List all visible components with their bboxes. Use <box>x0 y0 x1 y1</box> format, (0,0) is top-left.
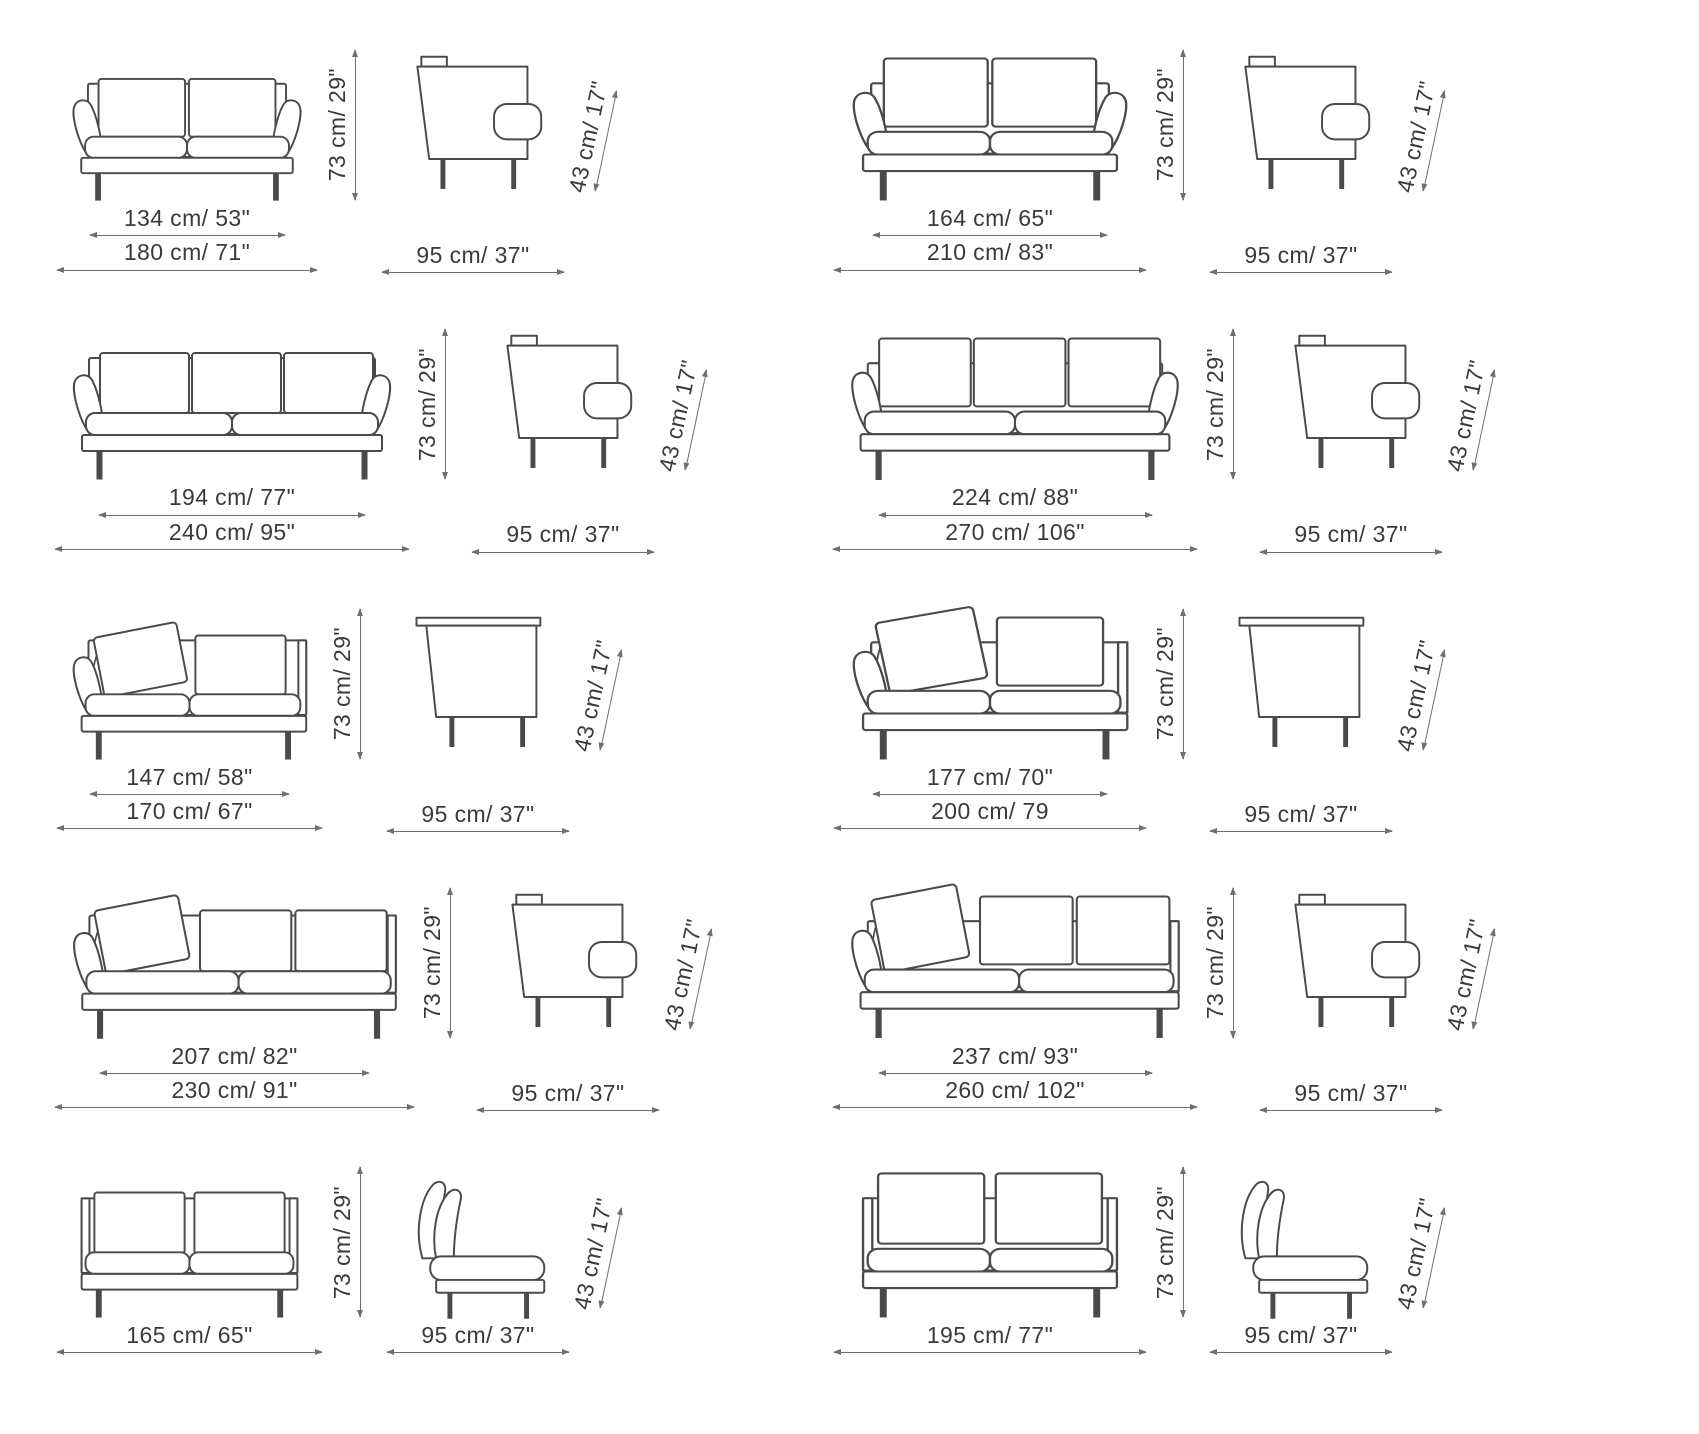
overall-width-dimension <box>55 1078 414 1108</box>
depth-dimension <box>387 1323 569 1353</box>
sofa-front-two-arms-two-cushions-tall-icon <box>840 42 1140 202</box>
depth-label: 95 cm/ 37" <box>416 242 530 268</box>
overall-height-label: 73 cm/ 29" <box>414 347 440 461</box>
seat-width-dimension <box>99 485 364 515</box>
front-elevation <box>62 593 361 830</box>
dimension-line <box>834 828 1146 829</box>
sofa-front-armless-two-cushions-icon <box>62 1167 317 1319</box>
depth-label: 95 cm/ 37" <box>1244 1322 1358 1349</box>
seat-height-label: 43 cm/ 17" <box>1391 637 1441 754</box>
sofa-side-with-armrest-icon <box>382 45 554 202</box>
overall-width-label: 260 cm/ 102" <box>945 1077 1085 1104</box>
front-elevation <box>62 1151 361 1353</box>
sofa-front-two-arms-three-cushions-tall-icon <box>840 322 1190 482</box>
seat-height-dimension <box>1391 637 1446 754</box>
depth-label: 95 cm/ 37" <box>506 521 620 548</box>
sofa-side-with-armrest-icon <box>1260 883 1432 1040</box>
sofa-front-left-arm-three-cushions-icon <box>62 883 407 1040</box>
seat-height-label: 43 cm/ 17" <box>1391 79 1441 196</box>
seat-height-dimension <box>568 637 623 754</box>
sofa-side-with-armrest-icon <box>477 883 649 1040</box>
overall-height-dimension <box>416 329 446 479</box>
dimension-line <box>1260 1110 1442 1111</box>
sofa-side-with-armrest-icon <box>1210 45 1382 202</box>
overall-width-dimension <box>55 520 409 550</box>
side-elevation <box>1210 1151 1441 1353</box>
spec-cell-loveseat-two-arms <box>62 34 722 273</box>
spec-cell-one-arm-two-seat <box>62 593 722 832</box>
dimension-line <box>833 1107 1197 1108</box>
seat-width-label: 164 cm/ 65" <box>926 205 1054 231</box>
overall-width-dimension <box>834 240 1146 270</box>
side-elevation <box>1210 593 1441 832</box>
seat-height-dimension <box>1391 1196 1446 1313</box>
dimension-line <box>873 794 1107 795</box>
overall-width-label: 170 cm/ 67" <box>126 797 253 824</box>
dimension-line <box>387 1352 569 1353</box>
seat-width-dimension <box>879 1044 1152 1074</box>
spec-cell-one-arm-three-seat-wide <box>840 872 1500 1111</box>
overall-width-dimension <box>57 799 322 829</box>
dimension-line <box>1183 1167 1184 1317</box>
dimension-line <box>387 831 569 832</box>
overall-height-label: 73 cm/ 29" <box>329 627 355 741</box>
overall-width-label: 200 cm/ 79 <box>931 797 1049 824</box>
side-elevation <box>472 313 703 552</box>
depth-label: 95 cm/ 37" <box>1244 800 1358 827</box>
seat-height-label: 43 cm/ 17" <box>1441 916 1491 1034</box>
overall-height-dimension <box>1154 50 1184 200</box>
dimension-line <box>1233 888 1234 1038</box>
overall-height-label: 73 cm/ 29" <box>1152 627 1178 741</box>
dimension-line <box>1210 272 1392 273</box>
side-elevation <box>382 34 613 273</box>
seat-width-label: 147 cm/ 58" <box>126 763 253 790</box>
dimension-line <box>1233 329 1234 479</box>
spec-cell-two-seat-sofa <box>840 34 1500 273</box>
dimension-line <box>1210 831 1392 832</box>
depth-label: 95 cm/ 37" <box>511 1079 625 1106</box>
spec-cell-one-arm-three-seat <box>62 872 722 1111</box>
overall-height-dimension <box>1154 609 1184 759</box>
seat-height-dimension <box>658 916 713 1034</box>
dimension-line <box>477 1110 659 1111</box>
depth-dimension <box>382 243 564 273</box>
seat-height-label: 43 cm/ 17" <box>568 1196 618 1313</box>
sofa-side-with-armrest-icon <box>472 324 644 481</box>
seat-height-dimension <box>1441 916 1496 1034</box>
side-elevation <box>387 593 618 832</box>
overall-height-label: 73 cm/ 29" <box>1152 68 1178 182</box>
dimension-line <box>879 515 1152 516</box>
spec-cell-armless-two-seat <box>62 1151 722 1353</box>
seat-height-label: 43 cm/ 17" <box>1391 1196 1441 1313</box>
front-elevation <box>62 34 356 271</box>
depth-dimension <box>1210 802 1392 832</box>
front-elevation <box>840 593 1184 830</box>
overall-height-dimension <box>1204 329 1234 479</box>
overall-height-label: 73 cm/ 29" <box>329 1185 355 1299</box>
overall-width-label: 195 cm/ 77" <box>926 1322 1054 1349</box>
seat-height-dimension <box>653 358 708 475</box>
dimension-line <box>57 270 317 271</box>
seat-width-label: 207 cm/ 82" <box>171 1042 298 1069</box>
front-elevation <box>840 313 1234 550</box>
overall-height-dimension <box>331 609 361 759</box>
dimension-line <box>445 329 446 479</box>
overall-width-label: 180 cm/ 71" <box>123 239 251 266</box>
depth-dimension <box>1210 243 1392 273</box>
seat-width-dimension <box>100 1044 369 1074</box>
sofa-side-armless-lounge-icon <box>387 1162 559 1319</box>
depth-dimension <box>477 1081 659 1111</box>
side-elevation <box>387 1151 618 1353</box>
overall-width-label: 165 cm/ 65" <box>126 1322 253 1349</box>
sofa-side-armless-lounge-icon <box>1210 1162 1382 1319</box>
dimension-line <box>879 1073 1152 1074</box>
overall-height-label: 73 cm/ 29" <box>419 906 445 1020</box>
dimension-line <box>355 50 356 200</box>
dimension-line <box>360 1167 361 1317</box>
front-elevation <box>840 34 1184 271</box>
spec-cell-armless-two-seat-wide <box>840 1151 1500 1353</box>
side-elevation <box>477 872 708 1111</box>
spec-cell-three-seat-sofa <box>62 313 722 552</box>
sofa-front-armless-two-cushions-tall-icon <box>840 1159 1140 1319</box>
dimension-line <box>360 609 361 759</box>
sofa-front-left-arm-two-cushions-tall-icon <box>840 601 1140 761</box>
overall-width-label: 230 cm/ 91" <box>171 1077 298 1104</box>
seat-height-label: 43 cm/ 17" <box>1441 358 1491 475</box>
overall-height-dimension <box>421 888 451 1038</box>
dimension-line <box>90 794 289 795</box>
sofa-side-open-end-icon <box>1210 603 1382 760</box>
seat-width-label: 237 cm/ 93" <box>951 1042 1079 1069</box>
depth-label: 95 cm/ 37" <box>1244 242 1358 268</box>
seat-width-dimension <box>873 206 1107 236</box>
overall-height-dimension <box>1204 888 1234 1038</box>
spec-cell-large-three-seat-sofa <box>840 313 1500 552</box>
sofa-side-with-armrest-icon <box>1260 324 1432 481</box>
dimension-line <box>472 552 654 553</box>
seat-width-label: 134 cm/ 53" <box>123 205 251 231</box>
depth-label: 95 cm/ 37" <box>1294 1079 1408 1106</box>
depth-dimension <box>1210 1323 1392 1353</box>
dimension-line <box>55 1107 414 1108</box>
overall-width-label: 270 cm/ 106" <box>945 518 1085 545</box>
overall-height-label: 73 cm/ 29" <box>1152 1185 1178 1299</box>
front-elevation <box>840 1151 1184 1353</box>
seat-height-dimension <box>568 1196 623 1313</box>
seat-height-dimension <box>563 79 618 196</box>
overall-height-label: 73 cm/ 29" <box>1202 906 1228 1020</box>
seat-width-dimension <box>873 765 1107 795</box>
sofa-front-two-arms-three-cushions-icon <box>62 326 402 481</box>
front-elevation <box>840 872 1234 1109</box>
seat-width-label: 177 cm/ 70" <box>926 763 1054 790</box>
overall-width-label: 210 cm/ 83" <box>926 239 1054 266</box>
seat-width-dimension <box>879 485 1152 515</box>
overall-height-label: 73 cm/ 29" <box>1202 347 1228 461</box>
overall-width-dimension <box>833 520 1197 550</box>
sofa-front-two-arms-two-cushions-icon <box>62 53 312 202</box>
overall-width-dimension <box>834 1323 1146 1353</box>
depth-dimension <box>1260 1081 1442 1111</box>
sofa-front-left-arm-three-cushions-tall-icon <box>840 880 1190 1040</box>
front-elevation <box>62 313 446 550</box>
overall-height-label: 73 cm/ 29" <box>324 68 350 182</box>
depth-label: 95 cm/ 37" <box>1294 521 1408 548</box>
overall-width-label: 240 cm/ 95" <box>168 518 296 545</box>
depth-label: 95 cm/ 37" <box>421 1322 535 1349</box>
dimension-line <box>1183 50 1184 200</box>
dimension-line <box>57 828 322 829</box>
dimension-line <box>1260 552 1442 553</box>
depth-dimension <box>472 522 654 552</box>
seat-height-label: 43 cm/ 17" <box>568 637 618 754</box>
depth-label: 95 cm/ 37" <box>421 800 535 827</box>
sofa-side-open-end-icon <box>387 603 559 760</box>
dimension-line <box>833 549 1197 550</box>
spec-cell-one-arm-two-seat-wide <box>840 593 1500 832</box>
seat-height-label: 43 cm/ 17" <box>563 79 613 196</box>
seat-width-label: 224 cm/ 88" <box>951 484 1079 511</box>
dimension-line <box>873 235 1107 236</box>
dimension-line <box>834 270 1146 271</box>
overall-width-dimension <box>834 799 1146 829</box>
depth-dimension <box>1260 522 1442 552</box>
side-elevation <box>1260 313 1491 552</box>
dimension-line <box>100 1073 369 1074</box>
overall-height-dimension <box>326 50 356 200</box>
sofa-front-left-arm-two-cushions-icon <box>62 609 317 761</box>
overall-width-dimension <box>57 1323 322 1353</box>
seat-width-label: 194 cm/ 77" <box>168 484 296 511</box>
dimension-line <box>99 515 364 516</box>
dimension-line <box>1210 1352 1392 1353</box>
dimension-line <box>834 1352 1146 1353</box>
front-elevation <box>62 872 451 1109</box>
overall-height-dimension <box>331 1167 361 1317</box>
dimension-line <box>55 549 409 550</box>
dimension-line <box>57 1352 322 1353</box>
seat-height-label: 43 cm/ 17" <box>658 916 708 1034</box>
seat-height-label: 43 cm/ 17" <box>653 358 703 475</box>
depth-dimension <box>387 802 569 832</box>
dimension-line <box>382 272 564 273</box>
side-elevation <box>1260 872 1491 1111</box>
seat-height-dimension <box>1391 79 1446 196</box>
overall-width-dimension <box>833 1078 1197 1108</box>
dimension-line <box>90 235 285 236</box>
dimension-line <box>1183 609 1184 759</box>
seat-width-dimension <box>90 206 285 236</box>
seat-height-dimension <box>1441 358 1496 475</box>
seat-width-dimension <box>90 765 289 795</box>
overall-height-dimension <box>1154 1167 1184 1317</box>
dimension-line <box>450 888 451 1038</box>
overall-width-dimension <box>57 240 317 270</box>
side-elevation <box>1210 34 1441 273</box>
